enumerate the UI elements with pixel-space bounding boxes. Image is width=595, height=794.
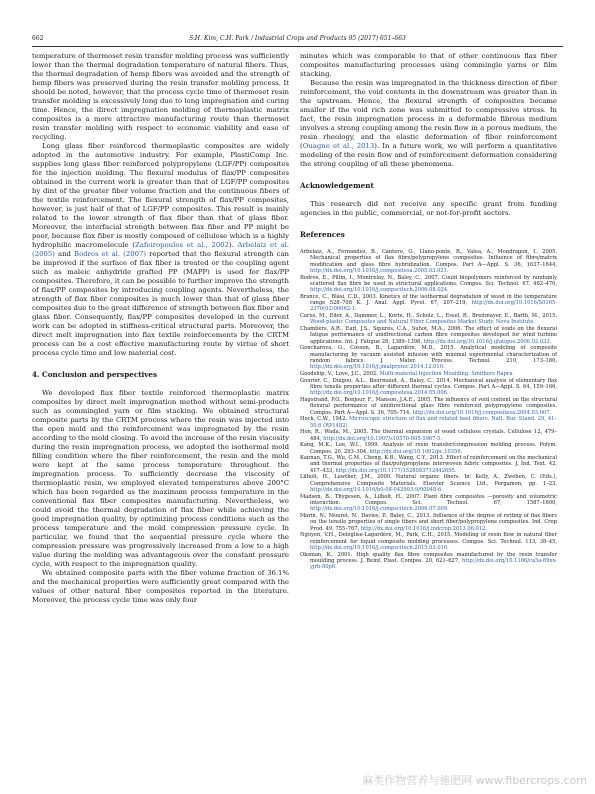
reference-doi-link[interactable]: http://dx.doi.org/10.1016/j.compscitech.2006.07.009. [310, 506, 449, 513]
reference-item [300, 397, 557, 416]
reference-doi-link[interactable]: http://dx.doi.org/10.1002/pc.10356. [369, 448, 463, 455]
acknowledgement-heading: Acknowledgement [300, 181, 374, 190]
reference-doi-link[interactable]: http://dx.doi.org/10.1016/j.compscitech.2006.08.024. [310, 287, 449, 294]
text-run: and [54, 250, 74, 258]
reference-text: Hagstrand, P.O., Bonjour, F., Manson, J.A.E., 2005. The influence of void content on the structural flexural performance of unidirectional glass fibre reinforced polypropylene composites. Compos. Part A—Appl. S. 36, 705–714, [300, 396, 557, 416]
site-watermark: 麻类作物营养与施肥网 www.fibercrops.com [362, 774, 587, 787]
text-run: ). [228, 241, 238, 249]
paragraph [300, 79, 557, 169]
reference-item [300, 442, 557, 455]
reference-item [300, 345, 557, 370]
reference-doi-link[interactable]: http://dx.doi.org/10.1016/j.ijfatigue.2006.02.033. [423, 338, 552, 345]
references-heading: References [300, 230, 345, 239]
reference-item [300, 429, 557, 442]
reference-item [300, 326, 557, 345]
reference-text: Marin, N., Mouret, N., Davies, P., Baley, C., 2013. Influence of the degree of retting of flax fibers on the tensile properties of single fibers and short fiber/polypropylene composites. Ind. Crop Prod. 49, 755–767, [300, 513, 557, 532]
reference-doi-link[interactable]: http://dx.doi.org/10.1016/j.compositesa.2014.05.006. [310, 390, 449, 397]
reference-text: Kannan, T.G., Wu, C.M., Cheng, K.B., Wang, C.Y., 2013. Effect of reinforcement on the mechanical and thermal properties of flax/polypropylene interwoven fabric composites. J. Ind. Text. 42, 417–433, [300, 455, 557, 474]
reference-text: Chambers, A.R., Earl, J.S., Squires, C.A., Suhot, M.A., 2006. The effect of voids on the flexural fatigue performance of unidirectional carbon fibre composites developed for wind turbine applications. Int. J. Fatigue 28, 1389–1398, [300, 326, 557, 345]
paragraph [32, 142, 289, 358]
page-number: 662 [32, 35, 44, 42]
journal-citation: S.H. Kim, C.H. Park / Industrial Crops and Products 95 (2017) 651–663 [189, 35, 406, 42]
reference-text: Kang, M.K., Lee, W.I., 1999. Analysis of resin transfer/compression molding process. Polym. Compos. 20, 293–304, [300, 442, 557, 455]
acknowledgement-text: This research did not receive any specific grant from funding agencies in the public, commercial, or not-for-profit sectors. [300, 200, 557, 217]
reference-doi-link[interactable]: http://dx.doi.org/10.1016/j.compscitech.2015.03.016. [310, 544, 449, 551]
reference-text: Goodship, V., Love, J.C., 2002. [300, 370, 380, 377]
reference-text: Hock, C.W., 1942. [300, 416, 349, 423]
reference-doi-link[interactable]: Microscopic structure of flax and related bast fibers. Natl. Bur. Stand. 29, 41–50.6 (RP1482). [310, 416, 557, 429]
running-header [32, 34, 563, 44]
reference-doi-link[interactable]: http://dx.doi.org/10.1016/b0-08-042993-9/00048-6. [310, 487, 443, 494]
reference-text: Bodros, E., Pillin, I., Montrelay, N., Baley, C., 2007. Could biopolymers reinforced by randomly scattered flax fibre be used in structural applications. Compos. Sci. Technol. 67, 462–470, [300, 274, 557, 287]
reference-item [300, 513, 557, 532]
reference-item [300, 474, 557, 493]
reference-item [300, 294, 557, 313]
reference-item [300, 249, 557, 274]
text-run: reported that the flexural strength can be improved if the surface of flax fiber is treated or the coupling agent such as maleic anhydride grafted PP (MAPP) is used for flax/PP composites. Therefore, it can be possible to further improve the strength of flax/PP composites by introducing coupling agents. Nevertheless, the strength of flax fiber composites is much lower than that of glass fiber composites due to the great difference of strength between flax fiber and glass fiber. Consequently, flax/PP composites developed in the current work can be adopted in stiffness-critical structural parts. Moreover, the direct melt impregnation into flax textile reinforcements by the CRTM process can be a cost effective manufacturing route by virtue of short process cycle time and low material cost. [32, 250, 289, 357]
reference-item [300, 532, 557, 551]
citation-link[interactable]: Zafeiropoulos et al., 2002 [134, 241, 229, 249]
reference-item [300, 552, 557, 571]
reference-doi-link[interactable]: http://dx.doi.org/10.1016/S0165-2370(02)00062-1. [310, 300, 557, 313]
text-run: ). In a future work, we will perform a quantitative modeling of the resin flow and of reinforcement deformation considering the strong coupling of all these phenomena. [300, 142, 557, 168]
reference-doi-link[interactable]: http://dx.doi.org/10.1007/s10570-005-5967-5. [323, 435, 443, 442]
citation-link[interactable]: Arbelaiz et al. (2005) [32, 241, 290, 258]
reference-item [300, 371, 557, 377]
reference-text: Arbelaiz, A., Fernandez, B., Cantero, G., Llano-ponte, R., Valea, A., Mondragon, I., 2005. Mechanical properties of flax fibre/polypropylene composites. Influence of fibre/matrix modification and glass fibre hybridization. Compos. Part A—Appl. S. 36, 1637–1644, [300, 249, 557, 268]
reference-doi-link[interactable]: Multi-material Injection Moulding. Smithers Rapra. [379, 370, 515, 377]
reference-text: Hon, R., Wada, M., 2005. The thermal expansion of wood cellulose crystals. Cellulose 12, 479–484, [300, 429, 557, 442]
reference-text: Brance, C., Blasi, C.D., 2003. Kinetics of the isothermal degradation of wood in the temperature range 528–708 K. J. Anal. Appl. Pyrol. 67, 207–219, [300, 293, 557, 307]
reference-doi-link[interactable]: http://dx.doi.org/10.1016/j.compositesa.2004.03.007. [412, 409, 552, 416]
reference-list [300, 249, 557, 570]
reference-item [300, 313, 557, 326]
paragraph: We obtained composite parts with the fiber volume fraction of 36.1% and the mechanical properties were sufficiently great compared with the values of other natural fiber composites reported in the literature. Moreover, the process cycle time was only four [32, 569, 289, 604]
reference-doi-link[interactable]: http://dx.doi.org/10.1106/ca5a-69xx-yjrb-80p6. [310, 557, 557, 571]
reference-text: Gourier, C., Duigou, A.L., Bourmaud, A., Baley, C., 2014. Mechanical analysis of elementary flax fibre tensile properties after different thermal cycles. Compos. Part A—Appl. S. 64, 159–166, [300, 377, 557, 390]
reference-text: Carus, M., Eder, A., Dammer, L., Korte, H., Scholz, L., Essel, R., Breitmayer, E., Barth, M., 2015. [300, 313, 557, 320]
reference-item [300, 416, 557, 429]
paragraph: temperature of thermoset resin transfer molding process was sufficiently lower than the thermal degradation temperature of natural fibers. Thus, the thermal degradation of hemp fibers was avoided and the strength of hemp fibers was preserved during the resin transfer molding process. It should be noted, however, that the process cycle time of thermoset resin transfer molding is excessively long due to long impregnation and curing time. Hence, the direct impregnation molding of thermoplastic matrix composites is a more attractive manufacturing route than thermoset resin transfer molding with respect to economic viability and ease of recycling. [32, 52, 289, 141]
reference-text: Lilholt, H., Lawther, J.M., 2000. Natural organic fibers. In: Kelly, A., Zweben, C. (Eds.), Comprehensive Composite Materials. Elsevier Science Ltd., Pergamon, pp. 1–23, [300, 474, 557, 487]
reference-item [300, 455, 557, 474]
reference-text: Goncharova, G., Cosson, B., Lagardère, M.D., 2015. Analytical modeling of composite manufacturing by vacuum assisted infusion with minimal experimental characterization of random fabrics. J. Mater. Process. Technol. 210, 173–180, [300, 345, 557, 364]
reference-item [300, 494, 557, 513]
section-heading: 4. Conclusion and perspectives [32, 370, 158, 379]
left-column [32, 52, 289, 605]
reference-doi-link[interactable]: http://dx.doi.org/10.1016/j.compositesa.2005.03.021. [310, 267, 449, 274]
reference-doi-link[interactable]: http://dx.doi.org/10.1016/j.jmatprotec.2014.12.010. [310, 364, 445, 371]
text-run: Long glass fiber reinforced thermoplastic composites are widely adopted in the automotive industry. For example, PlastiComp Inc. supplies long glass fiber reinforced polypropylene (LGF/PP) composites for the injection molding. The flexural modulus of flax/PP composites obtained in the current work is greater than that of LGF/PP composites by dint of the greater fiber volume fraction and the continuous fibers of the textile reinforcement. The flexural strength of flax/PP composites, however, is just half of that of LGF/PP composites. This result is mainly related to the lower strength of flax fiber than that of glass fiber. Moreover, the interfacial strength between flax fiber and PP might be poor, because flax fiber is mostly composed of cellulose which is a highly hydrophilic macromolecule ( [32, 142, 289, 249]
reference-doi-link[interactable]: Wood-plastic Composites and Natural Fiber Composites Market Study. Nova Institute. [310, 319, 535, 326]
paragraph: We developed flax fiber textile reinforced thermoplastic matrix composites by direct melt impregnation method without semi-products such as commingled yarn or film stacking. We obtained structural composite parts by the CRTM process where the resin was injected into the open mold and the reinforcement was impregnated by the resin according to the mold closing. To avoid the increase of the resin viscosity during the resin impregnation process, we adopted the isothermal mold filling condition where the fiber reinforcement, the resin and the mold were kept at the same process temperature throughout the impregnation process. To sufficiently decrease the viscosity of thermoplastic resin, we employed elevated temperatures above 200°C which has been regarded as the maximum process temperature in the conventional flax fiber composites manufacturing. Nevertheless, we could avoid the thermal degradation of flax fiber while achieving the good impregnation quality, by optimizing process conditions such as the process temperature and the mold compression pressure cycle. In particular, we found that the sequential pressure cycle where the compression pressure was progressively increased from a low to a high value during the molding was advantageous over the constant pressure cycle, with respect to the impregnation quality. [32, 389, 289, 568]
reference-item [300, 275, 557, 294]
reference-text: Madsen, B., Thygesen, A., Lilholt, H., 2007. Plant fibre composites —porosity and volumetric interaction. Compos. Sci. Technol. 67, 1587–1600, [300, 493, 557, 507]
text-run: Because the resin was impregnated in the thickness direction of fiber reinforcement, the void contents in the downstream was greater than in the upstream. Hence, the flexural strength of composites became smaller if the void rich zone was submitted to compressive stress. In fact, the resin impregnation process in a deformable fibrous medium involves a strong coupling among the resin flow in a porous medium, the resin rheology, and the elastic deformation of fiber reinforcement ( [300, 79, 557, 150]
paragraph: minutes which was comparable to that of other continuous flax fiber composites manufacturing processes using commingle yarns or film stacking. [300, 52, 557, 78]
citation-link[interactable]: Bodros et al. (2007) [74, 250, 147, 258]
reference-doi-link[interactable]: http://dx.doi.org/10.1016/j.indcrop.2013.06.012. [360, 525, 487, 532]
reference-item [300, 378, 557, 397]
header-rule [32, 46, 563, 47]
reference-doi-link[interactable]: http://dx.doi.org/10.1177/1528083712442695. [335, 467, 457, 474]
reference-text: Oksman, K., 2001. High quality flax fibre composites manufactured by the resin transfer moulding process. J. Reinf. Plast. Compos. 20, 621–627, [300, 551, 557, 564]
right-column [300, 52, 557, 571]
reference-text: Nguyen, V.H., Deléglise-Lagardère, M., Park, C.H., 2015. Modeling of resin flow in natural fiber reinforcement for liquid composite molding processes. Compos. Sci. Technol. 113, 38–45, [300, 532, 557, 545]
citation-link[interactable]: Ouagne et al., 2013 [302, 142, 375, 150]
